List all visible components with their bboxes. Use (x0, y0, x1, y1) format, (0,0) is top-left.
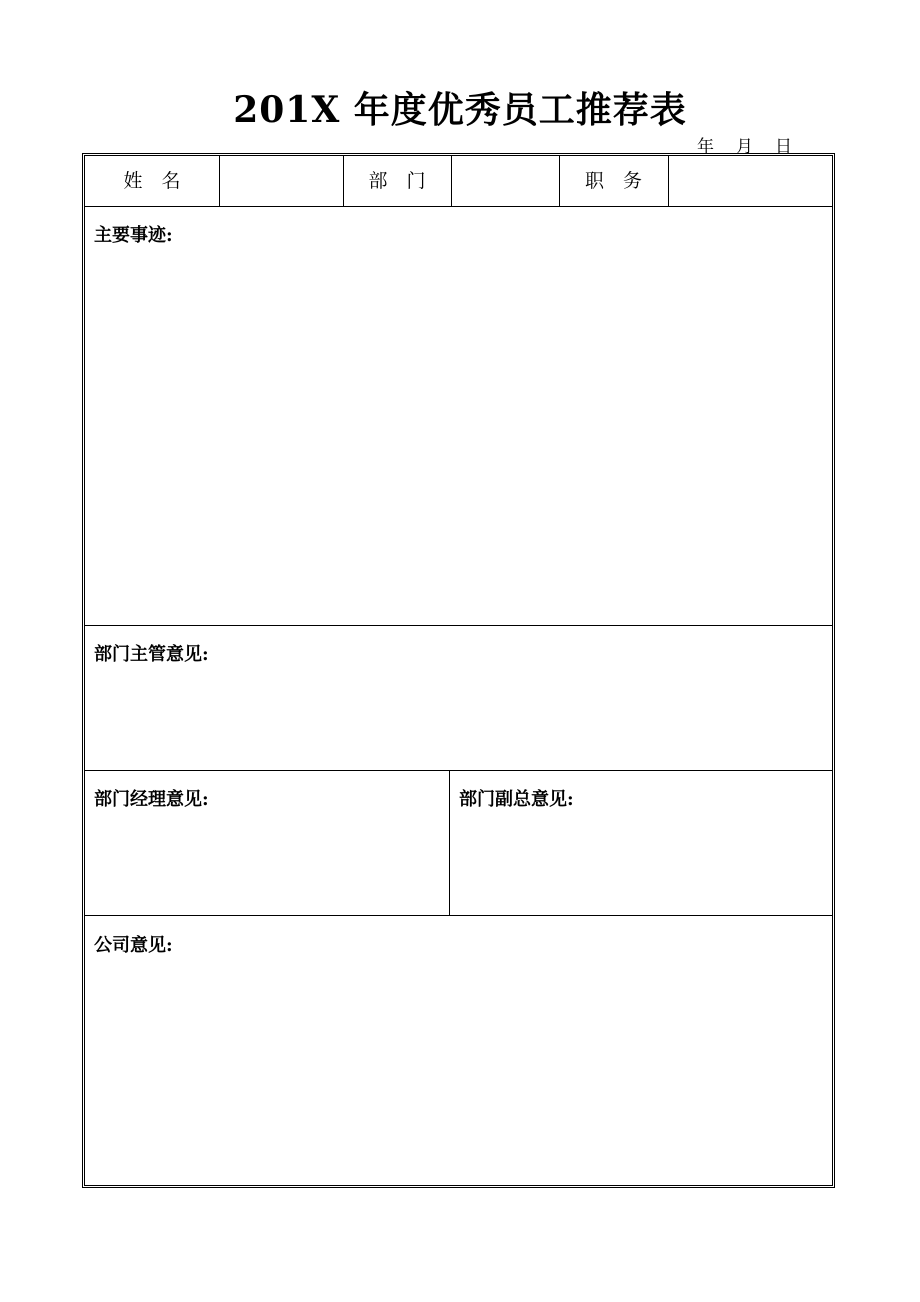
name-field[interactable] (219, 156, 343, 206)
deputy-gm-opinion-area[interactable] (450, 771, 832, 915)
manager-opinion-area[interactable] (85, 771, 450, 915)
divider (343, 156, 344, 206)
supervisor-opinion-area[interactable] (85, 626, 832, 770)
company-opinion-label: 公司意见: (94, 935, 173, 956)
divider (451, 156, 452, 206)
position-field[interactable] (668, 156, 832, 206)
divider (559, 156, 560, 206)
supervisor-opinion-label: 部门主管意见: (94, 644, 209, 665)
divider (219, 156, 220, 206)
deputy-gm-opinion-label: 部门副总意见: (459, 789, 574, 810)
recommendation-form (82, 153, 835, 1188)
name-label: 姓 名 (123, 170, 181, 192)
date-year-label: 年 (697, 137, 714, 157)
date-day-label: 日 (775, 137, 792, 157)
company-opinion-area[interactable] (85, 916, 832, 1185)
department-label: 部 门 (368, 170, 426, 192)
manager-opinion-label: 部门经理意见: (94, 789, 209, 810)
main-deeds-area[interactable] (85, 207, 832, 625)
position-label: 职 务 (584, 170, 642, 192)
main-deeds-label: 主要事迹: (94, 225, 173, 246)
department-field[interactable] (451, 156, 559, 206)
divider (668, 156, 669, 206)
page-title: 201X 年度优秀员工推荐表 (233, 89, 687, 131)
date-month-label: 月 (736, 137, 753, 157)
